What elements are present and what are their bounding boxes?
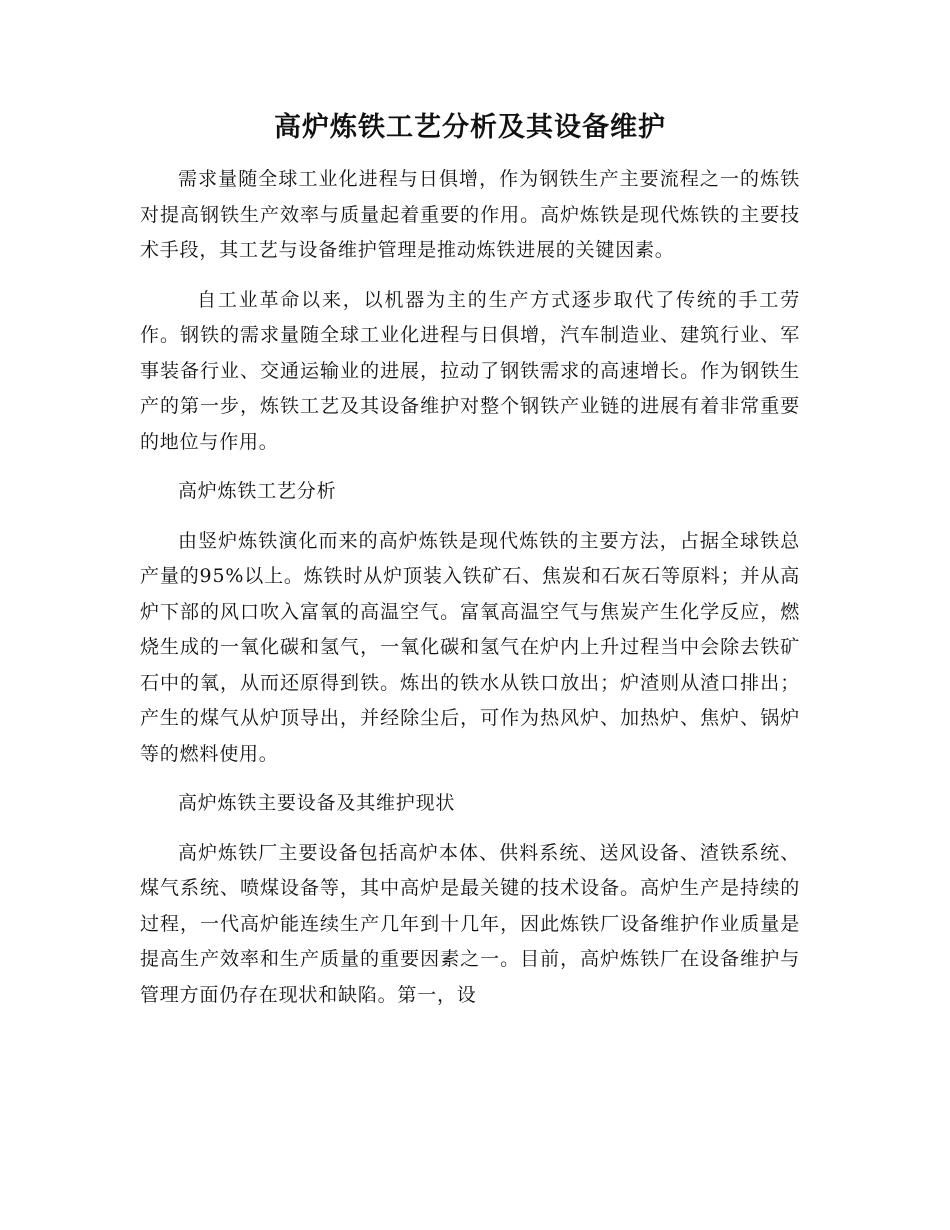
section-heading-process-analysis: 高炉炼铁工艺分析 xyxy=(178,480,337,502)
document-body xyxy=(140,108,800,1027)
document-title: 高炉炼铁工艺分析及其设备维护 xyxy=(274,112,666,143)
paragraph-industrial-revolution: 自工业革命以来，以机器为主的生产方式逐步取代了传统的手工劳作。钢铁的需求量随全球工业化进程与日俱增，汽车制造业、建筑行业、军事装备行业、交通运输业的进展，拉动了钢铁需求的高速增长。作为钢铁生产的第一步，炼铁工艺及其设备维护对整个钢铁产业链的进展有着非常重要的地位与作用。 xyxy=(140,288,800,453)
paragraph-equipment-description: 高炉炼铁厂主要设备包括高炉本体、供料系统、送风设备、渣铁系统、煤气系统、喷煤设备等，其中高炉是最关键的技术设备。高炉生产是持续的过程，一代高炉能连续生产几年到十几年，因此炼铁厂设备维护作业质量是提高生产效率和生产质量的重要因素之一。目前，高炉炼铁厂在设备维护与管理方面仍存在现状和缺陷。第一，设 xyxy=(140,841,800,1006)
section-heading-equipment-maintenance: 高炉炼铁主要设备及其维护现状 xyxy=(178,792,456,814)
paragraph-process-description: 由竖炉炼铁演化而来的高炉炼铁是现代炼铁的主要方法，占据全球铁总产量的95%以上。炼铁时从炉顶装入铁矿石、焦炭和石灰石等原料；并从高炉下部的风口吹入富氧的高温空气。富氧高温空气与焦炭产生化学反应，燃烧生成的一氧化碳和氢气，一氧化碳和氢气在炉内上升过程当中会除去铁矿石中的氧，从而还原得到铁。炼出的铁水从铁口放出；炉渣则从渣口排出；产生的煤气从炉顶导出，并经除尘后，可作为热风炉、加热炉、焦炉、锅炉等的燃料使用。 xyxy=(140,529,800,765)
paragraph-intro: 需求量随全球工业化进程与日俱增，作为钢铁生产主要流程之一的炼铁对提高钢铁生产效率与质量起着重要的作用。高炉炼铁是现代炼铁的主要技术手段，其工艺与设备维护管理是推动炼铁进展的关键因素。 xyxy=(140,168,800,261)
